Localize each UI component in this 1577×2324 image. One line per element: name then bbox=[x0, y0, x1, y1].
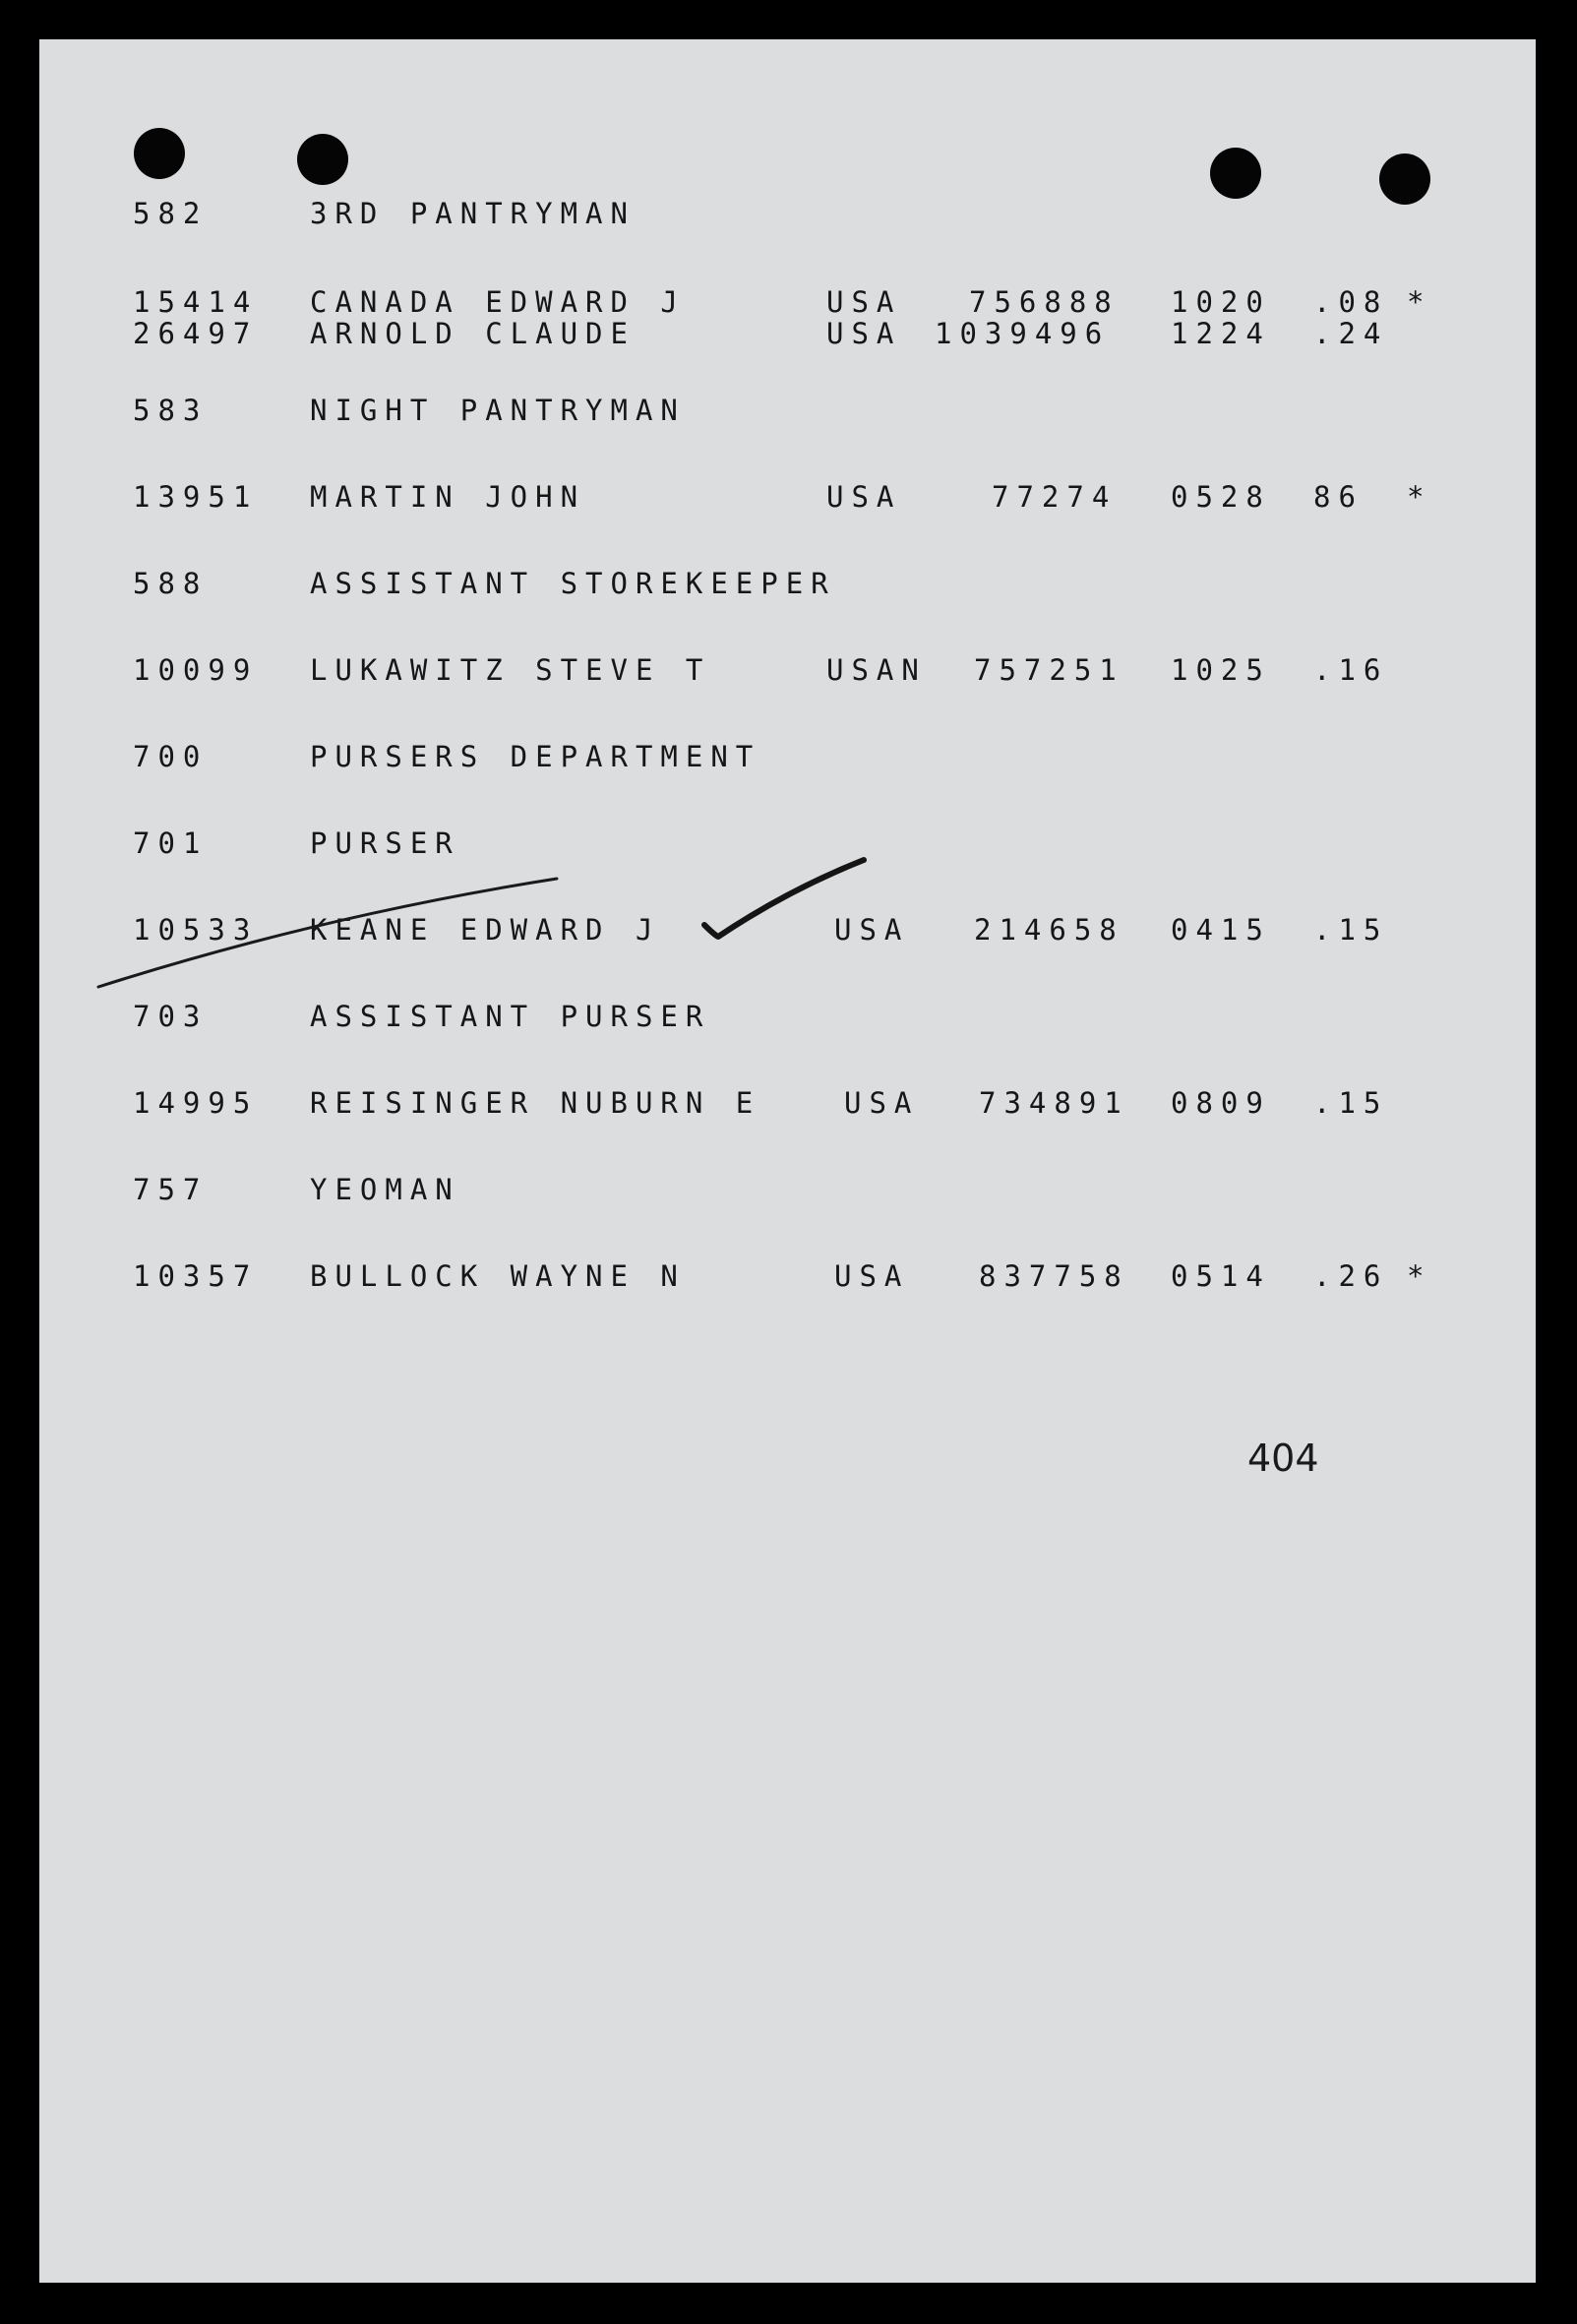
entry-id: 14995 bbox=[133, 1086, 259, 1120]
entry-rate: .15 bbox=[1313, 1086, 1389, 1120]
section-code: 588 bbox=[133, 567, 209, 600]
entry-citizenship: USA bbox=[826, 480, 902, 514]
section-title: 3RD PANTRYMAN bbox=[310, 197, 636, 230]
section-title: ASSISTANT STOREKEEPER bbox=[310, 567, 836, 600]
section-title: PURSER bbox=[310, 826, 460, 860]
entry-citizenship: USAN bbox=[826, 653, 927, 687]
entry-name: REISINGER NUBURN E bbox=[310, 1086, 761, 1120]
section-title: YEOMAN bbox=[310, 1173, 460, 1206]
entry-citizenship: USA bbox=[844, 1086, 920, 1120]
entry-date: 0809 bbox=[1171, 1086, 1271, 1120]
strikethrough-line bbox=[98, 879, 557, 987]
entry-name: BULLOCK WAYNE N bbox=[310, 1259, 686, 1293]
entry-id: 10099 bbox=[133, 653, 259, 687]
section-code: 700 bbox=[133, 740, 209, 773]
entry-date: 0528 bbox=[1171, 480, 1271, 514]
section-code: 757 bbox=[133, 1173, 209, 1206]
entry-id: 15414 bbox=[133, 285, 259, 319]
entry-number: 1039496 bbox=[935, 317, 1111, 350]
entry-rate: .15 bbox=[1313, 913, 1389, 947]
entry-number: 837758 bbox=[979, 1259, 1129, 1293]
entry-number: 214658 bbox=[974, 913, 1124, 947]
entry-citizenship: USA bbox=[826, 317, 902, 350]
entry-number: 757251 bbox=[974, 653, 1124, 687]
entry-star: * bbox=[1407, 480, 1432, 514]
entry-citizenship: USA bbox=[834, 913, 910, 947]
entry-number: 734891 bbox=[979, 1086, 1129, 1120]
check-mark-icon bbox=[704, 860, 864, 937]
entry-rate: .24 bbox=[1313, 317, 1389, 350]
section-code: 583 bbox=[133, 394, 209, 427]
entry-name: KEANE EDWARD J bbox=[310, 913, 661, 947]
section-title: NIGHT PANTRYMAN bbox=[310, 394, 686, 427]
entry-rate: .16 bbox=[1313, 653, 1389, 687]
section-code: 703 bbox=[133, 1000, 209, 1033]
entry-number: 77274 bbox=[992, 480, 1118, 514]
section-code: 582 bbox=[133, 197, 209, 230]
entry-date: 0514 bbox=[1171, 1259, 1271, 1293]
entry-date: 1224 bbox=[1171, 317, 1271, 350]
entry-id: 10357 bbox=[133, 1259, 259, 1293]
section-code: 701 bbox=[133, 826, 209, 860]
section-title: PURSERS DEPARTMENT bbox=[310, 740, 761, 773]
entry-id: 26497 bbox=[133, 317, 259, 350]
entry-rate: 86 bbox=[1313, 480, 1364, 514]
entry-name: ARNOLD CLAUDE bbox=[310, 317, 636, 350]
entry-id: 10533 bbox=[133, 913, 259, 947]
entry-date: 1020 bbox=[1171, 285, 1271, 319]
page-number: 404 bbox=[1247, 1437, 1319, 1480]
entry-name: LUKAWITZ STEVE T bbox=[310, 653, 711, 687]
entry-rate: .26 bbox=[1313, 1259, 1389, 1293]
entry-name: CANADA EDWARD J bbox=[310, 285, 686, 319]
entry-star: * bbox=[1407, 285, 1432, 319]
entry-name: MARTIN JOHN bbox=[310, 480, 586, 514]
entry-date: 1025 bbox=[1171, 653, 1271, 687]
entry-citizenship: USA bbox=[834, 1259, 910, 1293]
entry-number: 756888 bbox=[969, 285, 1120, 319]
entry-star: * bbox=[1407, 1259, 1432, 1293]
entry-id: 13951 bbox=[133, 480, 259, 514]
entry-citizenship: USA bbox=[826, 285, 902, 319]
entry-date: 0415 bbox=[1171, 913, 1271, 947]
entry-rate: .08 bbox=[1313, 285, 1389, 319]
section-title: ASSISTANT PURSER bbox=[310, 1000, 711, 1033]
